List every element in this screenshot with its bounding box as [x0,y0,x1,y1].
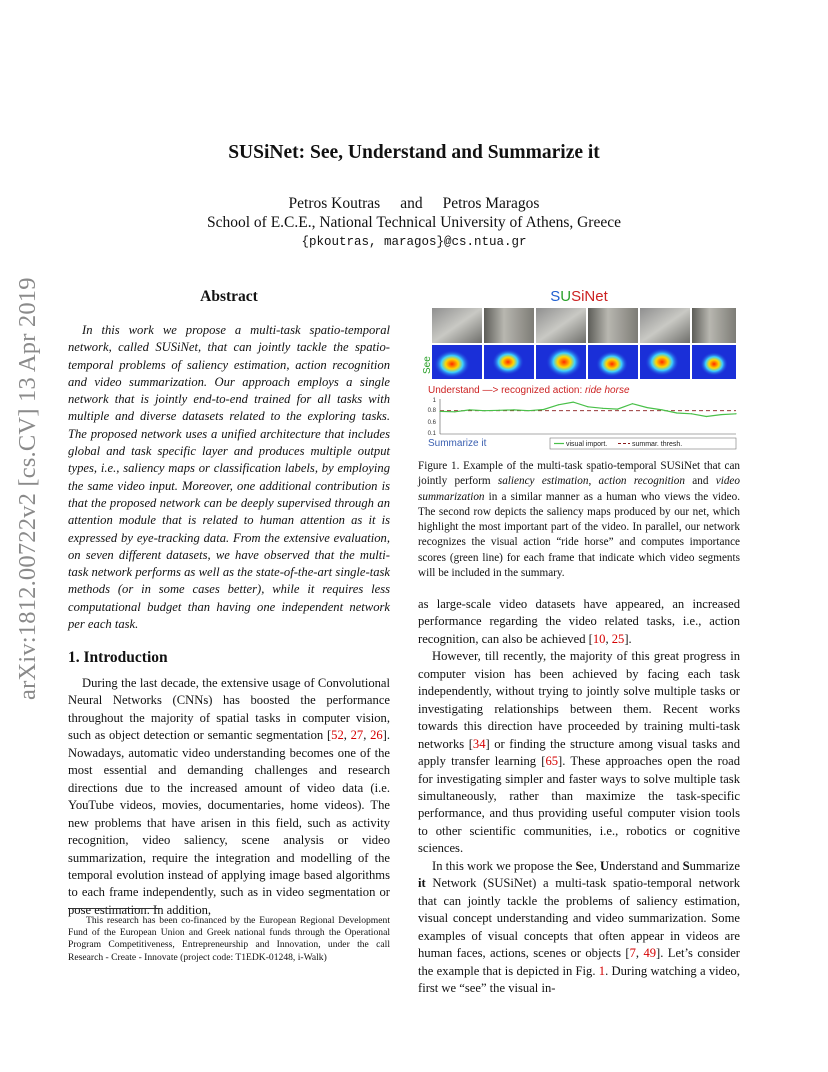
author-maragos: Petros Maragos [442,195,540,212]
figure-1-caption [418,459,740,581]
importance-point [602,408,603,409]
importance-plot [428,398,737,437]
saliency-maps [432,345,736,379]
importance-point [691,413,692,414]
funding-footnote: This research has been co-financed by the European Regional Development Fund of the European Union and Greek national funds through the Operational Program Competitiveness, Entrepreneurship and Innovation, under the call Research - Create - Innovate (project code: T1EDK-01248, i-Walk) [68,915,390,963]
figure-graphic [418,286,740,454]
importance-point [469,409,470,410]
intro-text-a: During the last decade, the extensive usage of Convolutional Neural Networks (CNNs) has boosted the performance throughout the majority of spatial tasks in computer vision, such as object detection or semantic segmentation [ [68,676,390,743]
citation-52[interactable]: 52 [331,728,344,743]
intro-paragraph [68,675,390,919]
caption-text: , [588,475,599,488]
importance-point [439,411,440,412]
importance-point [676,412,677,413]
see-label: See [422,356,433,374]
importance-point [661,409,662,410]
y-tick-0.6: 0.6 [427,420,436,426]
importance-point [706,416,707,417]
citation-26[interactable]: 26 [370,728,383,743]
intro-comma: , [343,728,351,743]
abstract-text: In this work we propose a multi-task spatio-temporal network, called SUSiNet, that can jointly tackle the spatio-temporal problems of saliency estimation, action recognition and video summarization. Our approach employs a single network that is jointly end-to-end trained for all tasks with multiple and diverse datasets related to the exploring tasks. The proposed network uses a unified architecture that includes global and task specific layer and produces multiple output types, i.e., saliency maps or classification labels, by employing the same video input. Moreover, one additional contribution is that the proposed network can be deeply supervised through an attention module that is related to human attention as it is expressed by eye-tracking data. From the extensive evaluation, on seven different datasets, we have observed that the multi-task network performs as well as the state-of-the-art single-task methods (or in some cases better), while it requires less computational budget than having one independent network per each task. [68,323,390,632]
author-line [0,195,828,213]
importance-point [499,410,500,411]
y-tick-0.8: 0.8 [427,408,436,414]
caption-text: Figure 1. Example of the multi-task spatio-temporal SUSiNet that can jointly perform [418,460,740,488]
importance-point [454,411,455,412]
caption-italic-summarization: video summarization [418,475,740,503]
importance-point [587,406,588,407]
right-column-text [418,596,740,997]
right-paragraph-1: However, till recently, the majority of this great progress in computer vision has been achieved by facing each task independently, without trying to jointly solve multiple tasks or investigating relationships between them. Recent works towards this direction have proceeded by training multi-task networks [34] or finding the structure among visual tasks and apply transfer learning [65]. These approaches open the road for investigating simpler and faster ways to solve multiple task simultaneously, rather than maximize the task-specific performance, and thus providing useful computer vision tools to other scientific communities, i.e., robotics or cognitive sciences. [418,649,740,856]
arxiv-identifier: arXiv:1812.00722v2 [cs.CV] 13 Apr 2019 [14,277,41,700]
citation-10[interactable]: 10 [592,631,606,646]
importance-point [513,409,514,410]
understand-label: Understand —> recognized action: ride horse [428,385,630,396]
author-koutras: Petros Koutras [288,195,381,212]
importance-point [735,413,736,414]
figure-title-rest: SiNet [571,288,608,305]
paper-title: SUSiNet: See, Understand and Summarize it [228,142,600,163]
abstract-heading: Abstract [200,288,258,305]
figure-title-s: S [550,288,561,305]
importance-point [543,409,544,410]
citation-7[interactable]: 7 [629,946,636,961]
citation-27[interactable]: 27 [350,728,364,743]
summarize-label: Summarize it [428,438,487,449]
author-email: {pkoutras, maragos}@cs.ntua.gr [301,235,527,249]
intro-comma: , [363,728,371,743]
intro-text-b: ]. Nowadays, automatic video understanding becomes one of the most essential and demanding challenges and research directions due to the increased amount of video data (i.e. YouTube videos, movies, documentaries, home videos). The new problems that have arisen in this field, such as activity recognition, video saliency, scene analysis or video summarization, require the integration and modelling of the temporal evolution instead of applying image based algorithms to each frame independently, such as in video segmentation or pose estimation. In addition, [68,728,391,917]
video-frames [432,308,736,343]
importance-point [573,402,574,403]
figure-1 [418,286,740,454]
importance-point [632,403,633,404]
caption-italic-saliency: saliency estimation [497,475,589,488]
y-tick-0.1: 0.1 [427,431,436,437]
right-paragraph-2: In this work we propose the See, Understand and Summarize it Network (SUSiNet) a multi-task spatio-temporal network that can jointly tackle the problems of saliency estimation, visual concept understanding and video summarization. Some examples of visual concepts that often appear in videos are human faces, actions, scenes or objects [7, 49]. Let’s consider the example that is depicted in Fig. 1. During watching a video, first we “see” the visual in- [418,858,740,995]
author-separator: and [400,195,423,212]
legend-threshold: summar. thresh. [632,441,683,448]
footnote-rule [68,908,160,909]
figure-title-u: U [560,288,572,305]
affiliation: School of E.C.E., National Technical University of Athens, Greece [206,214,621,231]
figure-1-reference[interactable]: 1 [598,963,606,978]
importance-point [484,410,485,411]
citation-49[interactable]: 49 [643,946,657,961]
importance-point [528,410,529,411]
importance-point [721,414,722,415]
importance-point [617,409,618,410]
right-paragraph-0: as large-scale video datasets have appeared, an increased performance regarding the video related tasks, i.e., action recognition, can also be achieved [10, 25]. [418,597,740,646]
plot-legend [550,438,736,449]
caption-text: in a similar manner as a human who views the video. The second row depicts the saliency maps produced by our net, which highlight the most important part of the video. In parallel, our network recognizes the visual action “ride horse” and computes importance scores (green line) for each frame that indicate which video segments will be included in the summary. [418,490,740,580]
legend-visual-importance: visual import. [566,441,608,448]
caption-text: and [684,475,716,488]
y-tick-1: 1 [432,398,436,404]
citation-65[interactable]: 65 [545,754,559,769]
citation-34[interactable]: 34 [472,736,486,751]
intro-heading: 1. Introduction [68,649,168,666]
importance-point [558,404,559,405]
citation-25[interactable]: 25 [611,631,625,646]
importance-point [647,407,648,408]
caption-italic-action: action recognition [598,475,685,488]
